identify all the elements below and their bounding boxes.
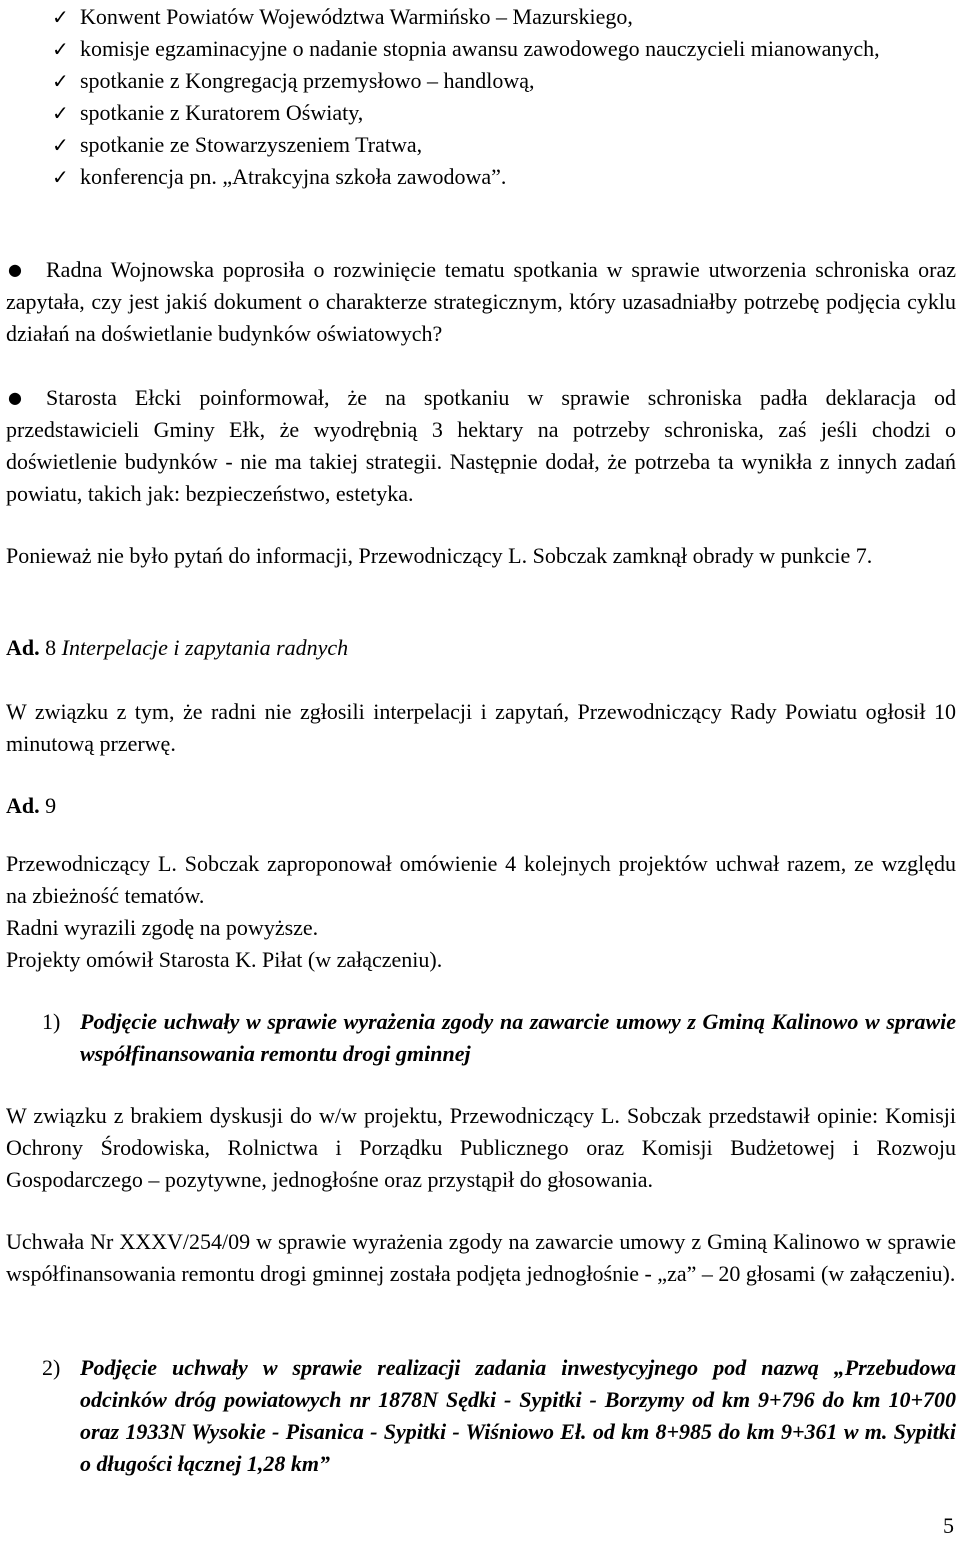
- ad9-paragraph: Radni wyrazili zgodę na powyższe.: [6, 915, 319, 940]
- checklist-item: ✓ Konwent Powiatów Województwa Warmińsko – Mazurskiego,: [6, 1, 956, 33]
- ad9-paragraph: Przewodniczący L. Sobczak zaproponował omówienie 4 kolejnych projektów uchwał razem, ze względu na zbieżność tematów.: [6, 851, 956, 908]
- bullet-paragraph: ● Radna Wojnowska poprosiła o rozwinięcie tematu spotkania w sprawie utworzenia schroniska oraz zapytała, czy jest jakiś dokument o charakterze strategicznym, który uzasadniałby potrzebę podjęcia cyklu działań na doświetlanie budynków oświatowych?: [6, 254, 956, 350]
- checkmark-icon: ✓: [52, 37, 69, 61]
- page-number: 5: [943, 1513, 954, 1538]
- resolution-paragraph: W związku z brakiem dyskusji do w/w projektu, Przewodniczący L. Sobczak przedstawił opinie: Komisji Ochrony Środowiska, Rolnictwa i Porządku Publicznego oraz Komisji Budżetowej i Rozwoju Gospodarczego – pozytywne, jednogłośne oraz przystąpił do głosowania.: [6, 1103, 956, 1192]
- ad9-paragraph: Projekty omówił Starosta K. Piłat (w załączeniu).: [6, 947, 443, 972]
- checklist-item: ✓ spotkanie z Kongregacją przemysłowo – handlową,: [6, 65, 956, 97]
- checklist-item: ✓ spotkanie z Kuratorem Oświaty,: [6, 97, 956, 129]
- closing-paragraph: Ponieważ nie było pytań do informacji, Przewodniczący L. Sobczak zamknął obrady w punkcie 7.: [6, 543, 873, 568]
- checklist-item: ✓ komisje egzaminacyjne o nadanie stopnia awansu zawodowego nauczycieli mianowanych,: [6, 33, 956, 65]
- resolution-paragraph: Uchwała Nr XXXV/254/09 w sprawie wyrażenia zgody na zawarcie umowy z Gminą Kalinowo w sprawie współfinansowania remontu drogi gminnej została podjęta jednogłośnie - „za” – 20 głosami (w załączeniu).: [6, 1229, 956, 1286]
- bullet-paragraph: ● Starosta Ełcki poinformował, że na spotkaniu w sprawie schroniska padła deklaracja od przedstawicieli Gminy Ełk, że wyodrębnią 3 hektary na potrzeby schroniska, zaś jeśli chodzi o doświetlenie budynków - nie ma takiej strategii. Następnie dodał, że potrzeba ta wynikła z innych zadań powiatu, takich jak: bezpieczeństwo, estetyka.: [6, 382, 956, 510]
- resolution-heading: 1) Podjęcie uchwały w sprawie wyrażenia zgody na zawarcie umowy z Gminą Kalinowo w sprawie współfinansowania remontu drogi gminnej: [42, 1009, 956, 1066]
- section-heading-ad9: Ad. 9: [6, 793, 57, 818]
- ad8-paragraph: W związku z tym, że radni nie zgłosili interpelacji i zapytań, Przewodniczący Rady Powiatu ogłosił 10 minutową przerwę.: [6, 699, 956, 756]
- bullet-icon: ●: [8, 260, 22, 279]
- meetings-checklist: [6, 1, 956, 193]
- section-heading-ad8: Ad. 8 Interpelacje i zapytania radnych: [6, 635, 349, 660]
- checkmark-icon: ✓: [52, 101, 69, 125]
- checkmark-icon: ✓: [52, 165, 69, 189]
- resolution-heading: 2) Podjęcie uchwały w sprawie realizacji zadania inwestycyjnego pod nazwą „Przebudowa odcinków dróg powiatowych nr 1878N Sędki - Sypitki - Borzymy od km 9+796 do km 10+700 oraz 1933N Wysokie - Pisanica - Sypitki - Wiśniowo Eł. od km 8+985 do km 9+361 w m. Sypitki o długości łącznej 1,28 km”: [42, 1355, 956, 1476]
- bullet-icon: ●: [8, 388, 22, 407]
- checklist-item: ✓ konferencja pn. „Atrakcyjna szkoła zawodowa”.: [6, 161, 956, 193]
- checkmark-icon: ✓: [52, 133, 69, 157]
- checkmark-icon: ✓: [52, 5, 69, 29]
- checkmark-icon: ✓: [52, 69, 69, 93]
- checklist-item: ✓ spotkanie ze Stowarzyszeniem Tratwa,: [6, 129, 956, 161]
